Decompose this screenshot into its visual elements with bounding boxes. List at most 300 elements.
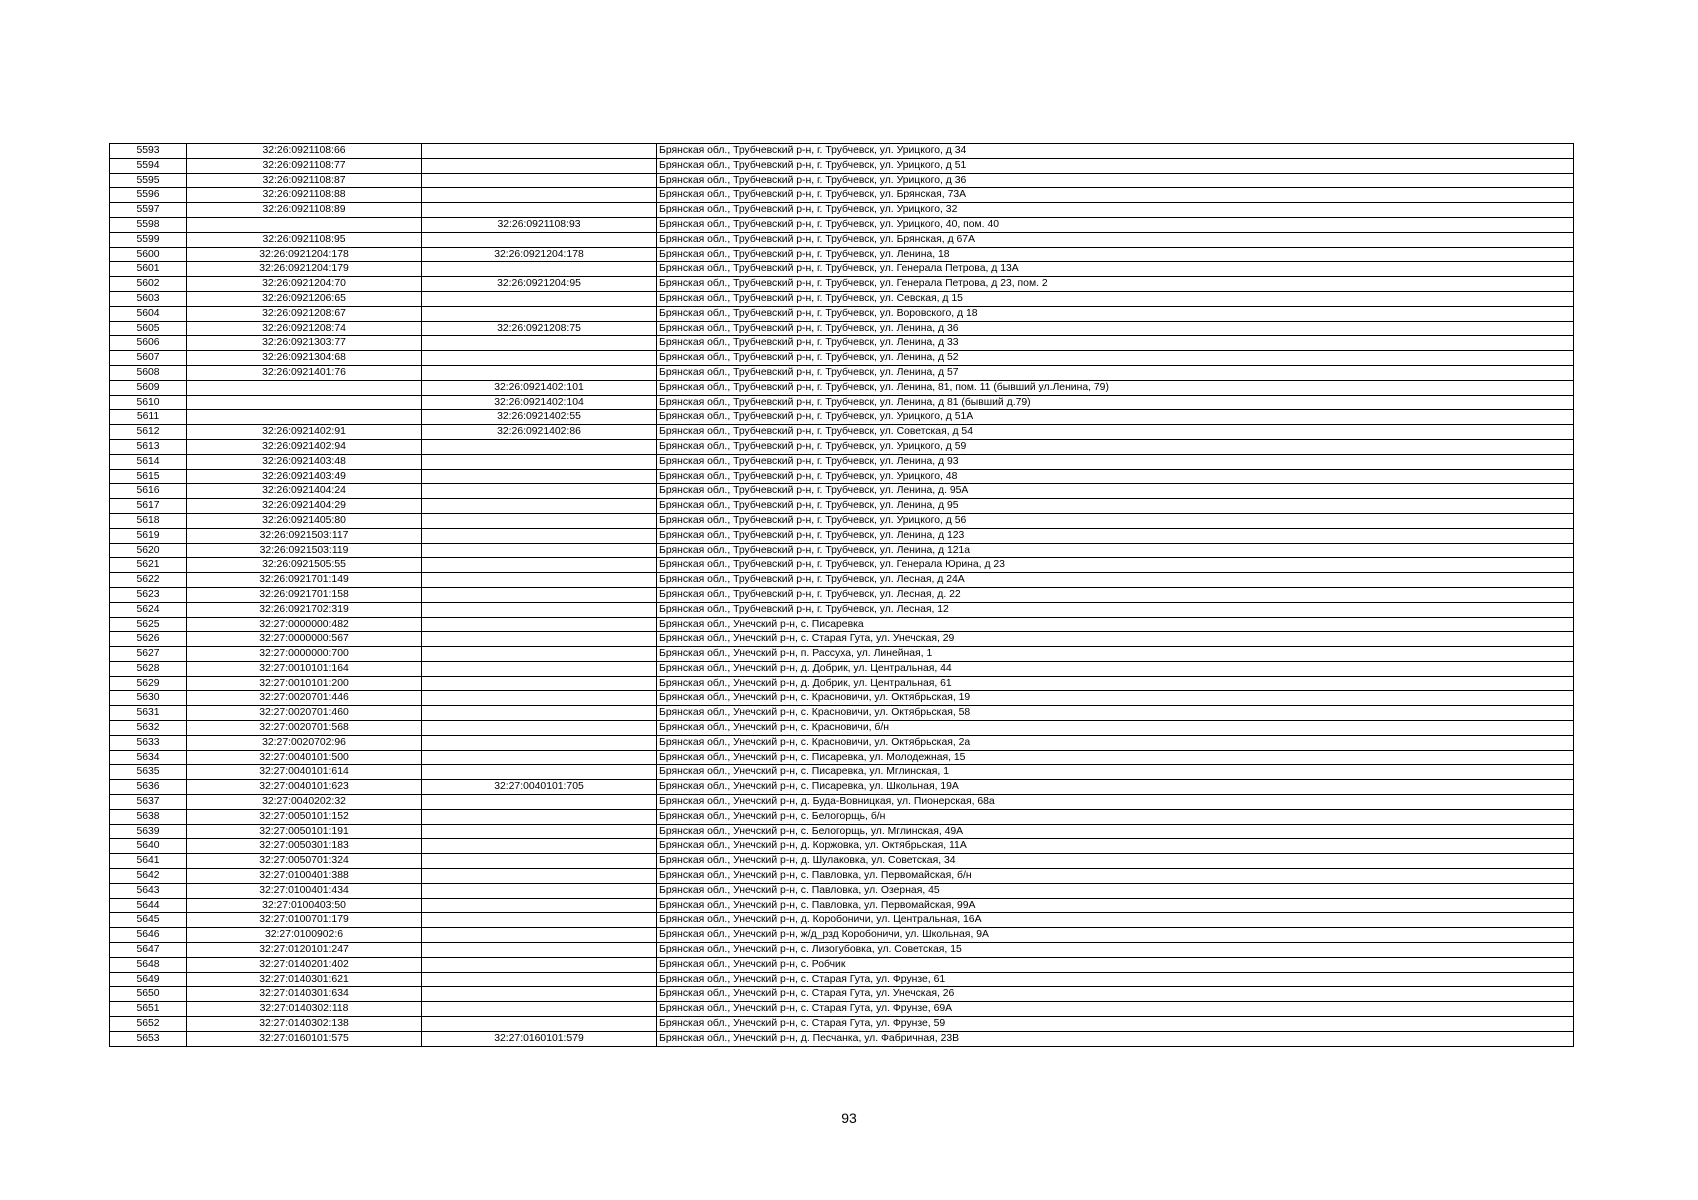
address-cell: Брянская обл., Унечский р-н, с. Красновичи, ул. Октябрьская, 58 [657,706,1574,721]
row-number-cell: 5630 [110,691,187,706]
related-cadastral-number-cell: 32:26:0921108:93 [422,217,657,232]
cadastral-number-cell: 32:27:0120101:247 [187,943,422,958]
table-row [110,484,1574,499]
cadastral-number-cell: 32:26:0921403:49 [187,469,422,484]
row-number-cell: 5645 [110,913,187,928]
related-cadastral-number-cell: 32:26:0921208:75 [422,321,657,336]
cadastral-number-cell: 32:27:0050101:152 [187,809,422,824]
row-number-cell: 5603 [110,291,187,306]
row-number-cell: 5625 [110,617,187,632]
cadastral-number-cell: 32:27:0000000:482 [187,617,422,632]
cadastral-number-cell: 32:27:0050101:191 [187,824,422,839]
row-number-cell: 5632 [110,721,187,736]
address-cell: Брянская обл., Унечский р-н, с. Красновичи, б/н [657,721,1574,736]
cadastral-number-cell: 32:26:0921304:68 [187,351,422,366]
table-row [110,824,1574,839]
address-cell: Брянская обл., Унечский р-н, с. Белогорщь, б/н [657,809,1574,824]
cadastral-number-cell: 32:26:0921108:87 [187,173,422,188]
row-number-cell: 5594 [110,158,187,173]
cadastral-number-cell: 32:27:0010101:200 [187,676,422,691]
address-cell: Брянская обл., Унечский р-н, с. Старая Гута, ул. Фрунзе, 69А [657,1002,1574,1017]
cadastral-number-cell: 32:26:0921204:179 [187,262,422,277]
address-cell: Брянская обл., Унечский р-н, д. Буда-Вовницкая, ул. Пионерская, 68а [657,795,1574,810]
related-cadastral-number-cell [422,291,657,306]
row-number-cell: 5641 [110,854,187,869]
cadastral-number-cell: 32:27:0100403:50 [187,898,422,913]
address-cell: Брянская обл., Унечский р-н, с. Павловка, ул. Озерная, 45 [657,883,1574,898]
row-number-cell: 5637 [110,795,187,810]
related-cadastral-number-cell [422,928,657,943]
related-cadastral-number-cell: 32:26:0921402:104 [422,395,657,410]
table-row [110,661,1574,676]
related-cadastral-number-cell [422,513,657,528]
address-cell: Брянская обл., Унечский р-н, с. Белогорщь, ул. Мглинская, 49А [657,824,1574,839]
address-cell: Брянская обл., Унечский р-н, с. Робчик [657,957,1574,972]
address-cell: Брянская обл., Трубчевский р-н, г. Трубчевск, ул. Лесная, д 24А [657,573,1574,588]
related-cadastral-number-cell: 32:27:0160101:579 [422,1031,657,1046]
property-table [109,143,1574,1047]
row-number-cell: 5610 [110,395,187,410]
address-cell: Брянская обл., Унечский р-н, п. Рассуха, ул. Линейная, 1 [657,647,1574,662]
cadastral-number-cell: 32:27:0000000:700 [187,647,422,662]
related-cadastral-number-cell [422,795,657,810]
cadastral-number-cell: 32:26:0921701:158 [187,587,422,602]
related-cadastral-number-cell: 32:26:0921204:178 [422,247,657,262]
address-cell: Брянская обл., Унечский р-н, с. Красновичи, ул. Октябрьская, 2а [657,735,1574,750]
cadastral-number-cell: 32:26:0921204:178 [187,247,422,262]
row-number-cell: 5621 [110,558,187,573]
table-row [110,262,1574,277]
address-cell: Брянская обл., Трубчевский р-н, г. Трубчевск, ул. Урицкого, д 51А [657,410,1574,425]
row-number-cell: 5651 [110,1002,187,1017]
table-row [110,691,1574,706]
address-cell: Брянская обл., Трубчевский р-н, г. Трубчевск, ул. Ленина, д 93 [657,454,1574,469]
related-cadastral-number-cell [422,173,657,188]
cadastral-number-cell: 32:27:0050701:324 [187,854,422,869]
row-number-cell: 5608 [110,365,187,380]
table-row [110,558,1574,573]
address-cell: Брянская обл., Трубчевский р-н, г. Трубчевск, ул. Урицкого, 32 [657,203,1574,218]
row-number-cell: 5642 [110,869,187,884]
cadastral-number-cell: 32:27:0140201:402 [187,957,422,972]
address-cell: Брянская обл., Унечский р-н, д. Коробоничи, ул. Центральная, 16А [657,913,1574,928]
address-cell: Брянская обл., Трубчевский р-н, г. Трубчевск, ул. Ленина, д. 95А [657,484,1574,499]
related-cadastral-number-cell [422,765,657,780]
address-cell: Брянская обл., Трубчевский р-н, г. Трубчевск, ул. Генерала Юрина, д 23 [657,558,1574,573]
cadastral-number-cell: 32:27:0020702:96 [187,735,422,750]
row-number-cell: 5605 [110,321,187,336]
address-cell: Брянская обл., Унечский р-н, с. Лизогубовка, ул. Советская, 15 [657,943,1574,958]
address-cell: Брянская обл., Унечский р-н, ж/д_рзд Коробоничи, ул. Школьная, 9А [657,928,1574,943]
cadastral-number-cell: 32:27:0100701:179 [187,913,422,928]
table-row [110,247,1574,262]
row-number-cell: 5612 [110,425,187,440]
cadastral-number-cell: 32:26:0921503:117 [187,528,422,543]
table-row [110,587,1574,602]
row-number-cell: 5634 [110,750,187,765]
cadastral-number-cell: 32:26:0921206:65 [187,291,422,306]
row-number-cell: 5635 [110,765,187,780]
row-number-cell: 5652 [110,1017,187,1032]
cadastral-number-cell: 32:26:0921401:76 [187,365,422,380]
cadastral-number-cell: 32:26:0921108:95 [187,232,422,247]
row-number-cell: 5623 [110,587,187,602]
table-row [110,469,1574,484]
related-cadastral-number-cell [422,632,657,647]
address-cell: Брянская обл., Унечский р-н, д. Шулаковка, ул. Советская, 34 [657,854,1574,869]
cadastral-number-cell: 32:26:0921402:91 [187,425,422,440]
cadastral-number-cell: 32:26:0921108:66 [187,144,422,159]
address-cell: Брянская обл., Трубчевский р-н, г. Трубчевск, ул. Севская, д 15 [657,291,1574,306]
row-number-cell: 5602 [110,277,187,292]
address-cell: Брянская обл., Трубчевский р-н, г. Трубчевск, ул. Брянская, 73А [657,188,1574,203]
table-row [110,780,1574,795]
table-row [110,1002,1574,1017]
row-number-cell: 5633 [110,735,187,750]
address-cell: Брянская обл., Унечский р-н, д. Песчанка, ул. Фабричная, 23В [657,1031,1574,1046]
table-row [110,336,1574,351]
cadastral-number-cell: 32:26:0921403:48 [187,454,422,469]
cadastral-number-cell: 32:26:0921402:94 [187,439,422,454]
cadastral-number-cell: 32:26:0921204:70 [187,277,422,292]
address-cell: Брянская обл., Унечский р-н, с. Павловка, ул. Первомайская, 99А [657,898,1574,913]
cadastral-number-cell: 32:26:0921702:319 [187,602,422,617]
cadastral-number-cell: 32:26:0921701:149 [187,573,422,588]
cadastral-number-cell [187,410,422,425]
cadastral-number-cell: 32:27:0010101:164 [187,661,422,676]
cadastral-number-cell: 32:26:0921404:24 [187,484,422,499]
row-number-cell: 5617 [110,499,187,514]
row-number-cell: 5606 [110,336,187,351]
cadastral-number-cell: 32:27:0140302:138 [187,1017,422,1032]
table-row [110,602,1574,617]
cadastral-number-cell: 32:27:0040101:500 [187,750,422,765]
row-number-cell: 5607 [110,351,187,366]
table-row [110,543,1574,558]
related-cadastral-number-cell [422,1017,657,1032]
row-number-cell: 5624 [110,602,187,617]
table-row [110,706,1574,721]
related-cadastral-number-cell [422,528,657,543]
related-cadastral-number-cell [422,869,657,884]
table-row [110,573,1574,588]
related-cadastral-number-cell [422,676,657,691]
row-number-cell: 5640 [110,839,187,854]
related-cadastral-number-cell: 32:26:0921402:86 [422,425,657,440]
address-cell: Брянская обл., Трубчевский р-н, г. Трубчевск, ул. Урицкого, д 56 [657,513,1574,528]
related-cadastral-number-cell [422,706,657,721]
address-cell: Брянская обл., Унечский р-н, с. Писаревка, ул. Молодежная, 15 [657,750,1574,765]
table-row [110,499,1574,514]
row-number-cell: 5619 [110,528,187,543]
table-row [110,898,1574,913]
row-number-cell: 5597 [110,203,187,218]
related-cadastral-number-cell [422,661,657,676]
row-number-cell: 5649 [110,972,187,987]
address-cell: Брянская обл., Унечский р-н, с. Писаревка, ул. Мглинская, 1 [657,765,1574,780]
cadastral-number-cell [187,380,422,395]
related-cadastral-number-cell [422,839,657,854]
row-number-cell: 5620 [110,543,187,558]
row-number-cell: 5596 [110,188,187,203]
related-cadastral-number-cell [422,454,657,469]
address-cell: Брянская обл., Унечский р-н, д. Коржовка, ул. Октябрьская, 11А [657,839,1574,854]
related-cadastral-number-cell [422,573,657,588]
table-row [110,144,1574,159]
row-number-cell: 5626 [110,632,187,647]
related-cadastral-number-cell [422,439,657,454]
cadastral-number-cell: 32:27:0040101:614 [187,765,422,780]
cadastral-number-cell: 32:27:0100401:388 [187,869,422,884]
address-cell: Брянская обл., Трубчевский р-н, г. Трубчевск, ул. Урицкого, 48 [657,469,1574,484]
row-number-cell: 5648 [110,957,187,972]
row-number-cell: 5616 [110,484,187,499]
row-number-cell: 5599 [110,232,187,247]
row-number-cell: 5631 [110,706,187,721]
table-row [110,513,1574,528]
related-cadastral-number-cell [422,351,657,366]
related-cadastral-number-cell [422,587,657,602]
address-cell: Брянская обл., Трубчевский р-н, г. Трубчевск, ул. Ленина, 18 [657,247,1574,262]
cadastral-number-cell: 32:27:0160101:575 [187,1031,422,1046]
table-body [110,144,1574,1047]
related-cadastral-number-cell [422,617,657,632]
cadastral-number-cell: 32:26:0921405:80 [187,513,422,528]
table-row [110,972,1574,987]
address-cell: Брянская обл., Унечский р-н, с. Старая Гута, ул. Фрунзе, 59 [657,1017,1574,1032]
cadastral-number-cell [187,395,422,410]
table-row [110,321,1574,336]
table-row [110,987,1574,1002]
table-row [110,676,1574,691]
cadastral-number-cell: 32:27:0140301:634 [187,987,422,1002]
address-cell: Брянская обл., Унечский р-н, с. Старая Гута, ул. Унечская, 29 [657,632,1574,647]
related-cadastral-number-cell [422,913,657,928]
row-number-cell: 5595 [110,173,187,188]
row-number-cell: 5613 [110,439,187,454]
related-cadastral-number-cell [422,824,657,839]
address-cell: Брянская обл., Трубчевский р-н, г. Трубчевск, ул. Лесная, 12 [657,602,1574,617]
table-row [110,306,1574,321]
cadastral-number-cell: 32:27:0040101:623 [187,780,422,795]
table-row [110,809,1574,824]
cadastral-number-cell: 32:27:0050301:183 [187,839,422,854]
address-cell: Брянская обл., Унечский р-н, с. Старая Гута, ул. Фрунзе, 61 [657,972,1574,987]
cadastral-number-cell: 32:27:0140301:621 [187,972,422,987]
related-cadastral-number-cell [422,647,657,662]
address-cell: Брянская обл., Трубчевский р-н, г. Трубчевск, ул. Ленина, д 33 [657,336,1574,351]
table-row [110,291,1574,306]
related-cadastral-number-cell [422,972,657,987]
row-number-cell: 5653 [110,1031,187,1046]
address-cell: Брянская обл., Трубчевский р-н, г. Трубчевск, ул. Ленина, д 95 [657,499,1574,514]
table-row [110,528,1574,543]
address-cell: Брянская обл., Унечский р-н, с. Павловка, ул. Первомайская, б/н [657,869,1574,884]
row-number-cell: 5627 [110,647,187,662]
related-cadastral-number-cell [422,203,657,218]
table-row [110,410,1574,425]
row-number-cell: 5600 [110,247,187,262]
cadastral-number-cell: 32:27:0100902:6 [187,928,422,943]
address-cell: Брянская обл., Трубчевский р-н, г. Трубчевск, ул. Урицкого, д 36 [657,173,1574,188]
table-row [110,647,1574,662]
address-cell: Брянская обл., Трубчевский р-н, г. Трубчевск, ул. Ленина, д 81 (бывший д.79) [657,395,1574,410]
address-cell: Брянская обл., Трубчевский р-н, г. Трубчевск, ул. Урицкого, д 51 [657,158,1574,173]
table-row [110,854,1574,869]
table-row [110,721,1574,736]
cadastral-number-cell: 32:27:0040202:32 [187,795,422,810]
address-cell: Брянская обл., Трубчевский р-н, г. Трубчевск, ул. Урицкого, 40, пом. 40 [657,217,1574,232]
row-number-cell: 5615 [110,469,187,484]
table-row [110,380,1574,395]
related-cadastral-number-cell [422,883,657,898]
table-row [110,277,1574,292]
address-cell: Брянская обл., Унечский р-н, д. Добрик, ул. Центральная, 61 [657,676,1574,691]
table-row [110,232,1574,247]
table-row [110,439,1574,454]
cadastral-number-cell: 32:26:0921505:55 [187,558,422,573]
table-row [110,632,1574,647]
address-cell: Брянская обл., Трубчевский р-н, г. Трубчевск, ул. Урицкого, д 34 [657,144,1574,159]
row-number-cell: 5646 [110,928,187,943]
table-row [110,928,1574,943]
row-number-cell: 5601 [110,262,187,277]
row-number-cell: 5638 [110,809,187,824]
related-cadastral-number-cell [422,144,657,159]
row-number-cell: 5604 [110,306,187,321]
table-row [110,957,1574,972]
table-row [110,454,1574,469]
cadastral-number-cell: 32:26:0921208:74 [187,321,422,336]
table-row [110,188,1574,203]
related-cadastral-number-cell [422,854,657,869]
table-row [110,943,1574,958]
address-cell: Брянская обл., Трубчевский р-н, г. Трубчевск, ул. Ленина, д 52 [657,351,1574,366]
cadastral-number-cell: 32:27:0020701:460 [187,706,422,721]
address-cell: Брянская обл., Унечский р-н, с. Писаревка, ул. Школьная, 19А [657,780,1574,795]
row-number-cell: 5622 [110,573,187,588]
table-row [110,1031,1574,1046]
address-cell: Брянская обл., Трубчевский р-н, г. Трубчевск, ул. Ленина, д 57 [657,365,1574,380]
related-cadastral-number-cell: 32:26:0921402:55 [422,410,657,425]
related-cadastral-number-cell [422,499,657,514]
address-cell: Брянская обл., Унечский р-н, с. Писаревка [657,617,1574,632]
related-cadastral-number-cell [422,336,657,351]
related-cadastral-number-cell [422,898,657,913]
table-row [110,795,1574,810]
related-cadastral-number-cell [422,306,657,321]
related-cadastral-number-cell [422,735,657,750]
row-number-cell: 5650 [110,987,187,1002]
related-cadastral-number-cell [422,957,657,972]
address-cell: Брянская обл., Трубчевский р-н, г. Трубчевск, ул. Генерала Петрова, д 13А [657,262,1574,277]
table-row [110,351,1574,366]
related-cadastral-number-cell [422,602,657,617]
address-cell: Брянская обл., Трубчевский р-н, г. Трубчевск, ул. Ленина, д 36 [657,321,1574,336]
address-cell: Брянская обл., Трубчевский р-н, г. Трубчевск, ул. Ленина, д 123 [657,528,1574,543]
table-row [110,750,1574,765]
related-cadastral-number-cell [422,721,657,736]
table-row [110,158,1574,173]
cadastral-number-cell: 32:27:0020701:446 [187,691,422,706]
table-row [110,913,1574,928]
related-cadastral-number-cell [422,943,657,958]
related-cadastral-number-cell [422,750,657,765]
related-cadastral-number-cell [422,232,657,247]
related-cadastral-number-cell [422,262,657,277]
related-cadastral-number-cell [422,188,657,203]
row-number-cell: 5609 [110,380,187,395]
address-cell: Брянская обл., Трубчевский р-н, г. Трубчевск, ул. Ленина, 81, пом. 11 (бывший ул.Ленина, 79) [657,380,1574,395]
related-cadastral-number-cell [422,158,657,173]
related-cadastral-number-cell [422,987,657,1002]
related-cadastral-number-cell: 32:26:0921402:101 [422,380,657,395]
table-row [110,365,1574,380]
address-cell: Брянская обл., Трубчевский р-н, г. Трубчевск, ул. Лесная, д. 22 [657,587,1574,602]
address-cell: Брянская обл., Трубчевский р-н, г. Трубчевск, ул. Воровского, д 18 [657,306,1574,321]
related-cadastral-number-cell [422,365,657,380]
table-row [110,839,1574,854]
related-cadastral-number-cell [422,543,657,558]
related-cadastral-number-cell: 32:26:0921204:95 [422,277,657,292]
address-cell: Брянская обл., Трубчевский р-н, г. Трубчевск, ул. Ленина, д 121а [657,543,1574,558]
row-number-cell: 5636 [110,780,187,795]
cadastral-number-cell: 32:26:0921108:77 [187,158,422,173]
row-number-cell: 5628 [110,661,187,676]
table-row [110,765,1574,780]
table-row [110,1017,1574,1032]
cadastral-number-cell: 32:27:0100401:434 [187,883,422,898]
related-cadastral-number-cell [422,469,657,484]
address-cell: Брянская обл., Унечский р-н, с. Старая Гута, ул. Унечская, 26 [657,987,1574,1002]
address-cell: Брянская обл., Трубчевский р-н, г. Трубчевск, ул. Генерала Петрова, д 23, пом. 2 [657,277,1574,292]
table-row [110,883,1574,898]
row-number-cell: 5643 [110,883,187,898]
table-row [110,735,1574,750]
table-row [110,395,1574,410]
cadastral-number-cell: 32:26:0921108:89 [187,203,422,218]
cadastral-number-cell: 32:27:0020701:568 [187,721,422,736]
cadastral-number-cell: 32:26:0921303:77 [187,336,422,351]
row-number-cell: 5598 [110,217,187,232]
address-cell: Брянская обл., Трубчевский р-н, г. Трубчевск, ул. Урицкого, д 59 [657,439,1574,454]
table-row [110,203,1574,218]
related-cadastral-number-cell [422,1002,657,1017]
table-row [110,217,1574,232]
cadastral-number-cell: 32:26:0921404:29 [187,499,422,514]
row-number-cell: 5614 [110,454,187,469]
cadastral-number-cell: 32:26:0921503:119 [187,543,422,558]
address-cell: Брянская обл., Трубчевский р-н, г. Трубчевск, ул. Советская, д 54 [657,425,1574,440]
table-row [110,173,1574,188]
cadastral-number-cell: 32:27:0000000:567 [187,632,422,647]
row-number-cell: 5593 [110,144,187,159]
cadastral-number-cell: 32:26:0921108:88 [187,188,422,203]
address-cell: Брянская обл., Унечский р-н, с. Красновичи, ул. Октябрьская, 19 [657,691,1574,706]
row-number-cell: 5644 [110,898,187,913]
table-row [110,425,1574,440]
cadastral-number-cell [187,217,422,232]
table-row [110,869,1574,884]
related-cadastral-number-cell: 32:27:0040101:705 [422,780,657,795]
related-cadastral-number-cell [422,809,657,824]
row-number-cell: 5629 [110,676,187,691]
page-number: 93 [841,1110,857,1126]
related-cadastral-number-cell [422,558,657,573]
row-number-cell: 5639 [110,824,187,839]
address-cell: Брянская обл., Трубчевский р-н, г. Трубчевск, ул. Брянская, д 67А [657,232,1574,247]
related-cadastral-number-cell [422,691,657,706]
